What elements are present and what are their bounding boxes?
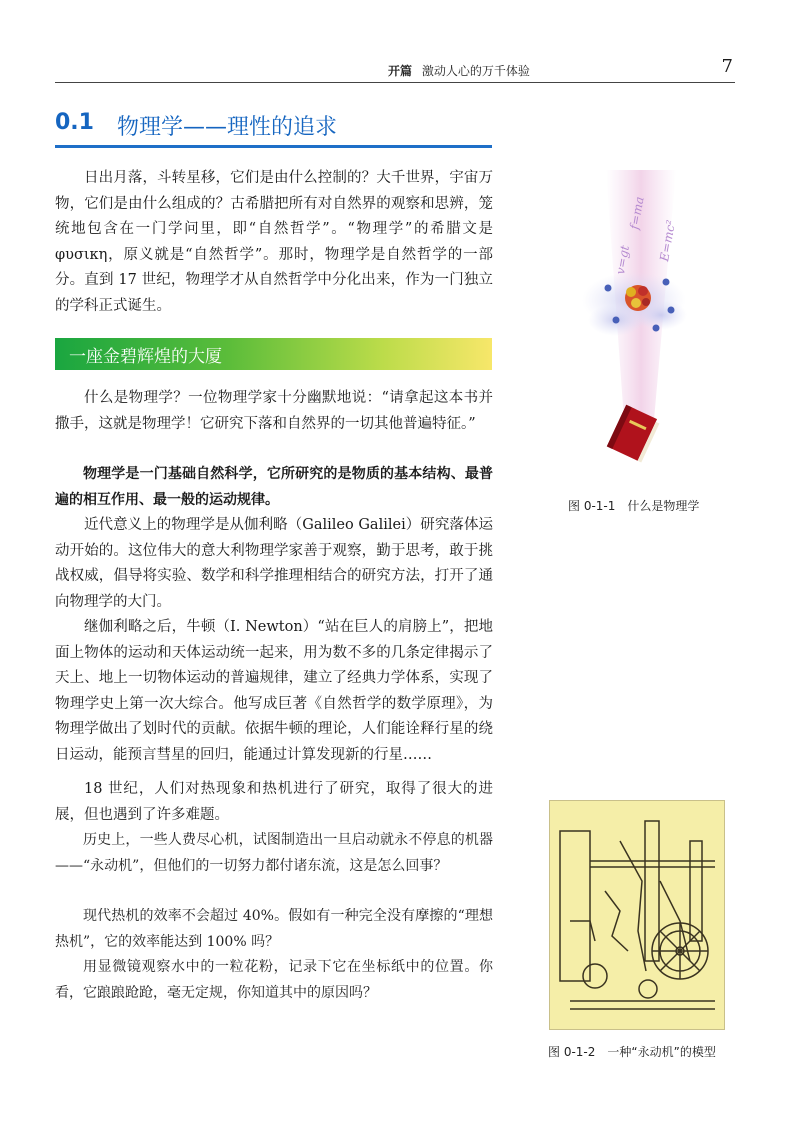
perpetual-motion-machine-drawing xyxy=(549,800,725,1030)
formula-f-ma: f=ma xyxy=(627,195,647,231)
paragraph-newton: 继伽利略之后，牛顿（I. Newton）“站在巨人的肩膀上”，把地面上物体的运动和天体运动统一起来，用为数不多的几条定律揭示了天上、地上一切物体运动的普遍规律，建立了经典力学体系，实现了物理学史上第一次大综合。他写成巨著《自然哲学的数学原理》，为物理学做出了划时代的贡献。依据牛顿的理论，人们能诠释行星的绕日运动，能预言彗星的回归，能通过计算发现新的行星…… xyxy=(55,619,493,763)
question-ideal-engine: 现代热机的效率不会超过 40%。假如有一种完全没有摩擦的“理想热机”，它的效率能达到 100% 吗？ xyxy=(55,908,493,950)
paragraph-definition: 物理学是一门基础自然科学，它所研究的是物质的基本结构、最普遍的相互作用、最一般的运动规律。 xyxy=(55,466,493,508)
subsection-title: 一座金碧辉煌的大厦 xyxy=(69,347,222,367)
question-pollen: 用显微镜观察水中的一粒花粉，记录下它在坐标纸中的位置。你看，它踉踉跄跄，毫无定规，你知道其中的原因吗？ xyxy=(55,959,493,1001)
paragraph-thermal: 18 世纪，人们对热现象和热机进行了研究，取得了很大的进展，但也遇到了许多难题。 xyxy=(55,781,493,823)
section-name: 物理学——理性的追求 xyxy=(117,115,338,140)
falling-book-illustration xyxy=(576,170,698,480)
formula-e-mc2: E=mc² xyxy=(657,218,679,263)
header-text xyxy=(388,62,530,79)
subsection-heading xyxy=(55,338,492,370)
figure-caption-1: 图 0-1-1 什么是物理学 xyxy=(568,499,700,513)
paragraph-galileo: 近代意义上的物理学是从伽利略（Galileo Galilei）研究落体运动开始的。这位伟大的意大利物理学家善于观察，勤于思考，敢于挑战权威，倡导将实验、数学和科学推理相结合的研究方法，打开了通向物理学的大门。 xyxy=(55,517,493,610)
intro-text: 日出月落，斗转星移，它们是由什么控制的？大千世界，宇宙万物，它们是由什么组成的？古希腊把所有对自然界的观察和思辨，笼统地包含在一门学问里，即“自然哲学”。“物理学”的希腊文是 φυσικη，原义就是“自然哲学”。那时，物理学是自然哲学的一部分。直到 17 世纪，物理学才从自然哲学中分化出来，作为一门独立的学科正式诞生。 xyxy=(55,170,493,314)
section-divider xyxy=(55,145,492,148)
section-number: 0.1 xyxy=(55,110,94,135)
figure-caption-2: 图 0-1-2 一种“永动机”的模型 xyxy=(548,1045,716,1059)
header-section: 开篇 xyxy=(388,64,413,78)
header-divider xyxy=(55,82,735,83)
running-header xyxy=(55,58,735,84)
section-title xyxy=(55,110,495,150)
header-subtitle: 激动人心的万千体验 xyxy=(421,64,530,78)
intro-paragraph xyxy=(55,166,493,320)
page-number: 7 xyxy=(721,56,733,77)
paragraph-what-is-physics: 什么是物理学？一位物理学家十分幽默地说：“请拿起这本书并撒手，这就是物理学！它研究下落和自然界的一切其他普遍特征。” xyxy=(55,390,493,432)
formula-v-gt: v=gt xyxy=(613,244,633,276)
question-perpetual-motion: 历史上，一些人费尽心机，试图制造出一旦启动就永不停息的机器——“永动机”，但他们的一切努力都付诸东流，这是怎么回事？ xyxy=(55,832,493,874)
